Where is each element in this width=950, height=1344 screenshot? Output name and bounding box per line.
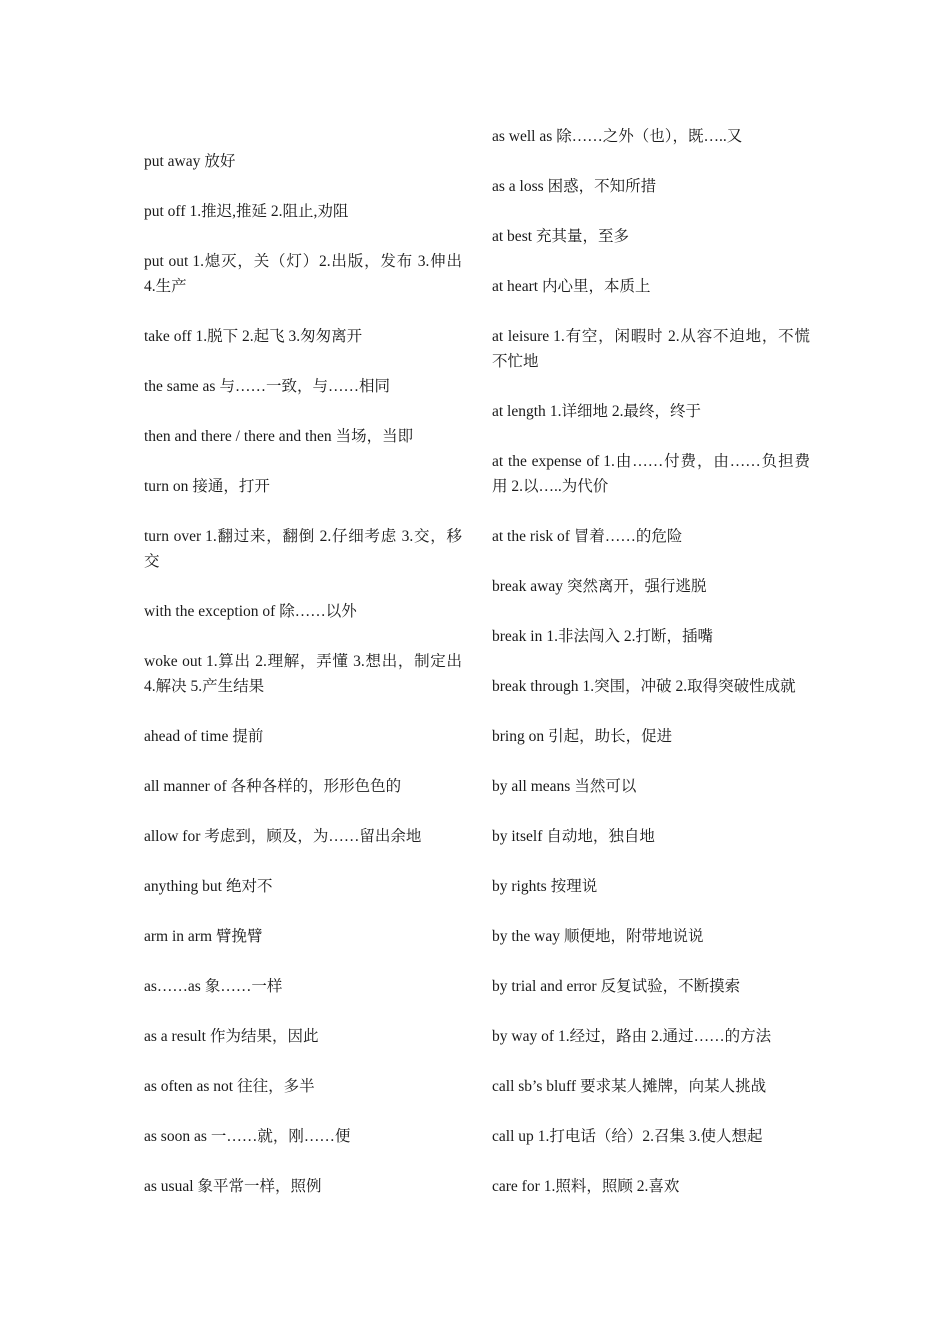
phrase-meaning: 象……一样 <box>204 978 283 995</box>
phrase-term: call sb’s bluff <box>492 1078 577 1095</box>
phrase-term: as……as <box>144 978 201 995</box>
phrase-term: take off <box>144 328 192 345</box>
phrase-entry <box>492 974 810 999</box>
phrase-entry <box>492 724 810 749</box>
phrase-meaning: 放好 <box>204 153 236 170</box>
phrase-meaning: 当然可以 <box>574 778 637 795</box>
phrase-entry <box>144 1074 462 1099</box>
phrase-entry <box>144 374 462 399</box>
phrase-entry <box>492 874 810 899</box>
phrase-meaning: 除……以外 <box>279 603 357 620</box>
phrase-entry <box>144 249 462 299</box>
phrase-entry <box>492 449 810 499</box>
phrase-term: then and there / there and then <box>144 428 332 445</box>
phrase-meaning: 一……就，刚……便 <box>210 1128 351 1145</box>
phrase-entry <box>144 474 462 499</box>
phrase-term: arm in arm <box>144 928 213 945</box>
phrase-meaning: 充其量，至多 <box>536 228 630 245</box>
phrase-entry <box>492 1074 810 1099</box>
phrase-entry <box>144 149 462 174</box>
phrase-entry <box>144 1174 462 1199</box>
phrase-entry <box>144 924 462 949</box>
phrase-entry <box>144 874 462 899</box>
phrase-term: as often as not <box>144 1078 234 1095</box>
phrase-entry <box>492 324 810 374</box>
phrase-term: at best <box>492 228 533 245</box>
phrase-meaning: 接通，打开 <box>192 478 270 495</box>
phrase-entry <box>492 624 810 649</box>
phrase-term: care for <box>492 1178 540 1195</box>
phrase-entry <box>144 724 462 749</box>
phrase-meaning: 1.打电话（给）2.召集 3.使人想起 <box>537 1128 763 1145</box>
phrase-term: by trial and error <box>492 978 597 995</box>
phrase-term: put away <box>144 153 201 170</box>
phrase-entry <box>492 274 810 299</box>
phrase-term: by the way <box>492 928 561 945</box>
phrase-term: all manner of <box>144 778 227 795</box>
phrase-term: the same as <box>144 378 216 395</box>
phrase-entry <box>492 824 810 849</box>
phrase-meaning: 顺便地，附带地说说 <box>564 928 704 945</box>
phrase-term: by all means <box>492 778 571 795</box>
phrase-meaning: 提前 <box>232 728 264 745</box>
phrase-entry <box>492 1174 810 1199</box>
phrase-entry <box>492 774 810 799</box>
phrase-entry <box>492 574 810 599</box>
phrase-meaning: 各种各样的，形形色色的 <box>230 778 402 795</box>
phrase-entry <box>144 649 462 699</box>
phrase-entry <box>144 1024 462 1049</box>
phrase-meaning: 1.熄灭，关（灯）2.出版，发布 3.伸出 4.生产 <box>144 253 462 295</box>
phrase-term: put out <box>144 253 189 270</box>
phrase-meaning: 1.算出 2.理解，弄懂 3.想出，制定出 4.解决 5.产生结果 <box>144 653 462 695</box>
phrase-meaning: 象平常一样，照例 <box>197 1178 322 1195</box>
phrase-term: bring on <box>492 728 545 745</box>
phrase-term: as usual <box>144 1178 194 1195</box>
phrase-term: woke out <box>144 653 202 670</box>
phrase-meaning: 按理说 <box>550 878 598 895</box>
phrase-term: break away <box>492 578 563 595</box>
phrase-meaning: 反复试验，不断摸索 <box>600 978 741 995</box>
phrase-entry <box>492 674 810 699</box>
phrase-term: call up <box>492 1128 534 1145</box>
phrase-meaning: 1.照料，照顾 2.喜欢 <box>543 1178 680 1195</box>
phrase-entry <box>492 124 810 149</box>
phrase-entry <box>144 974 462 999</box>
phrase-term: at the expense of <box>492 453 600 470</box>
phrase-meaning: 绝对不 <box>225 878 273 895</box>
phrase-term: as a loss <box>492 178 544 195</box>
phrase-meaning: 突然离开，强行逃脱 <box>567 578 707 595</box>
phrase-term: as a result <box>144 1028 206 1045</box>
phrase-entry <box>492 399 810 424</box>
phrase-term: as soon as <box>144 1128 207 1145</box>
phrase-entry <box>492 1024 810 1049</box>
phrase-meaning: 往往，多半 <box>237 1078 315 1095</box>
phrase-meaning: 考虑到，顾及，为……留出余地 <box>204 828 422 845</box>
phrase-meaning: 自动地，独自地 <box>546 828 655 845</box>
phrase-entry <box>144 824 462 849</box>
phrase-entry <box>492 174 810 199</box>
phrase-meaning: 要求某人摊牌，向某人挑战 <box>580 1078 767 1095</box>
phrase-term: ahead of time <box>144 728 229 745</box>
phrase-meaning: 内心里，本质上 <box>542 278 651 295</box>
phrase-entry <box>492 924 810 949</box>
phrase-entry <box>144 524 462 574</box>
phrase-term: at leisure <box>492 328 550 345</box>
phrase-entry <box>492 224 810 249</box>
phrase-term: by way of <box>492 1028 554 1045</box>
phrase-term: at heart <box>492 278 539 295</box>
phrase-term: at length <box>492 403 546 420</box>
phrase-entry <box>492 524 810 549</box>
phrase-entry <box>492 1124 810 1149</box>
phrase-term: anything but <box>144 878 222 895</box>
phrase-term: at the risk of <box>492 528 570 545</box>
phrase-meaning: 1.翻过来，翻倒 2.仔细考虑 3.交，移交 <box>144 528 462 570</box>
phrase-entry <box>144 324 462 349</box>
phrase-meaning: 1.详细地 2.最终，终于 <box>549 403 701 420</box>
phrase-entry <box>144 199 462 224</box>
phrase-meaning: 臂挽臂 <box>216 928 263 945</box>
phrase-term: as well as <box>492 128 553 145</box>
phrase-meaning: 1.由……付费，由……负担费用 2.以…..为代价 <box>492 453 810 495</box>
phrase-term: break through <box>492 678 579 695</box>
left-column <box>144 149 462 1224</box>
phrase-meaning: 当场，当即 <box>335 428 414 445</box>
phrase-term: turn over <box>144 528 202 545</box>
phrase-meaning: 1.经过，路由 2.通过……的方法 <box>558 1028 772 1045</box>
phrase-meaning: 1.突围，冲破 2.取得突破性成就 <box>582 678 796 695</box>
phrase-term: break in <box>492 628 543 645</box>
phrase-meaning: 困惑，不知所措 <box>547 178 657 195</box>
phrase-meaning: 1.推迟,推延 2.阻止,劝阻 <box>189 203 349 220</box>
phrase-term: put off <box>144 203 186 220</box>
phrase-meaning: 与……一致，与……相同 <box>219 378 390 395</box>
phrase-entry <box>144 774 462 799</box>
phrase-term: with the exception of <box>144 603 276 620</box>
phrase-meaning: 1.非法闯入 2.打断，插嘴 <box>546 628 713 645</box>
phrase-term: by rights <box>492 878 547 895</box>
phrase-entry <box>144 1124 462 1149</box>
phrase-term: allow for <box>144 828 201 845</box>
phrase-entry <box>144 599 462 624</box>
phrase-meaning: 除……之外（也），既…..又 <box>556 128 743 145</box>
phrase-meaning: 作为结果，因此 <box>209 1028 319 1045</box>
right-column <box>492 124 810 1224</box>
phrase-term: by itself <box>492 828 543 845</box>
phrase-meaning: 冒着……的危险 <box>573 528 683 545</box>
phrase-entry <box>144 424 462 449</box>
phrase-meaning: 引起，助长，促进 <box>548 728 673 745</box>
phrase-meaning: 1.脱下 2.起飞 3.匆匆离开 <box>195 328 363 345</box>
phrase-meaning: 1.有空，闲暇时 2.从容不迫地，不慌不忙地 <box>492 328 810 370</box>
phrase-term: turn on <box>144 478 189 495</box>
